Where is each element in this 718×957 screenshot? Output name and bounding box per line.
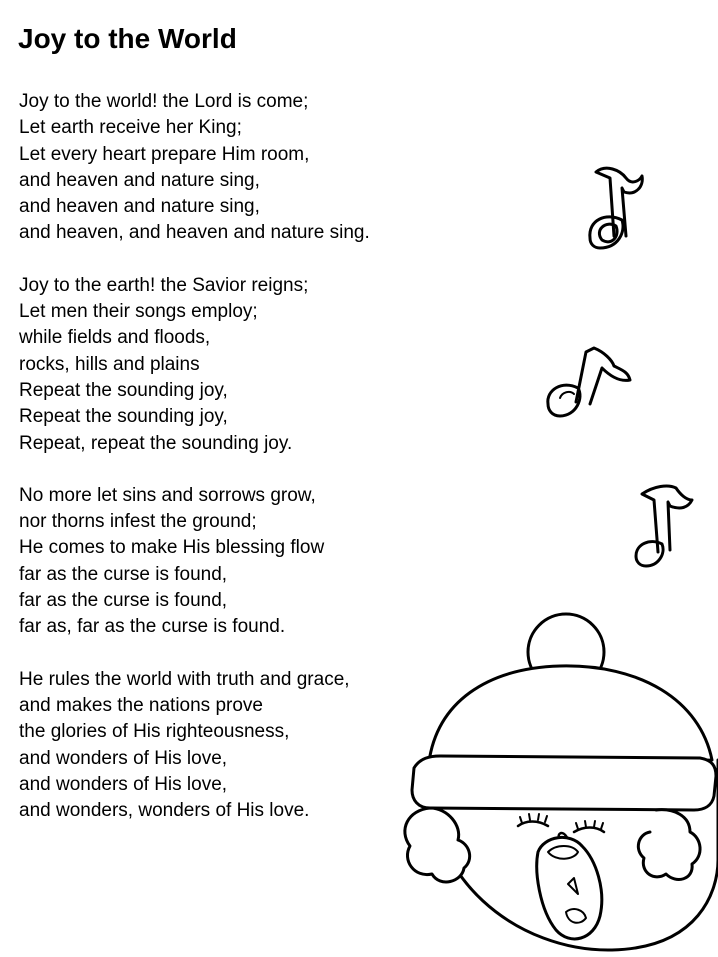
lyric-line: far as the curse is found, [19, 563, 228, 585]
lyric-line: Joy to the earth! the Savior reigns; [19, 274, 309, 296]
lyric-line: and heaven and nature sing, [19, 169, 260, 191]
lyric-line: and wonders of His love, [19, 773, 228, 795]
lyric-line: far as, far as the curse is found. [19, 616, 286, 638]
lyric-line: Let every heart prepare Him room, [19, 143, 310, 165]
lyric-line: No more let sins and sorrows grow, [19, 484, 316, 506]
lyric-line: Let men their songs employ; [19, 301, 258, 323]
lyric-line: the glories of His righteousness, [19, 721, 290, 743]
lyric-line: while fields and floods, [19, 327, 211, 349]
lyric-line: He comes to make His blessing flow [19, 537, 325, 559]
lyric-line: nor thorns infest the ground; [19, 511, 257, 533]
lyric-line: and makes the nations prove [19, 694, 263, 716]
music-note-icon [636, 486, 692, 566]
lyric-line: and heaven, and heaven and nature sing. [19, 222, 370, 244]
page-title: Joy to the World [18, 23, 237, 54]
lyric-line: Repeat, repeat the sounding joy. [19, 432, 293, 454]
lyric-line: Repeat the sounding joy, [19, 406, 228, 428]
music-note-icon [590, 168, 642, 248]
lyric-line: and wonders, wonders of His love. [19, 800, 310, 822]
lyric-line: far as the curse is found, [19, 590, 228, 612]
lyric-line: He rules the world with truth and grace, [19, 668, 350, 690]
lyric-line: and heaven and nature sing, [19, 196, 260, 218]
lyric-line: and wonders of His love, [19, 747, 228, 769]
lyric-line: Let earth receive her King; [19, 117, 242, 139]
music-note-icon [548, 348, 630, 416]
lyric-line: rocks, hills and plains [19, 353, 200, 375]
lyric-line: Joy to the world! the Lord is come; [19, 91, 309, 112]
singing-child-illustration [405, 614, 718, 950]
lyric-line: Repeat the sounding joy, [19, 379, 228, 401]
